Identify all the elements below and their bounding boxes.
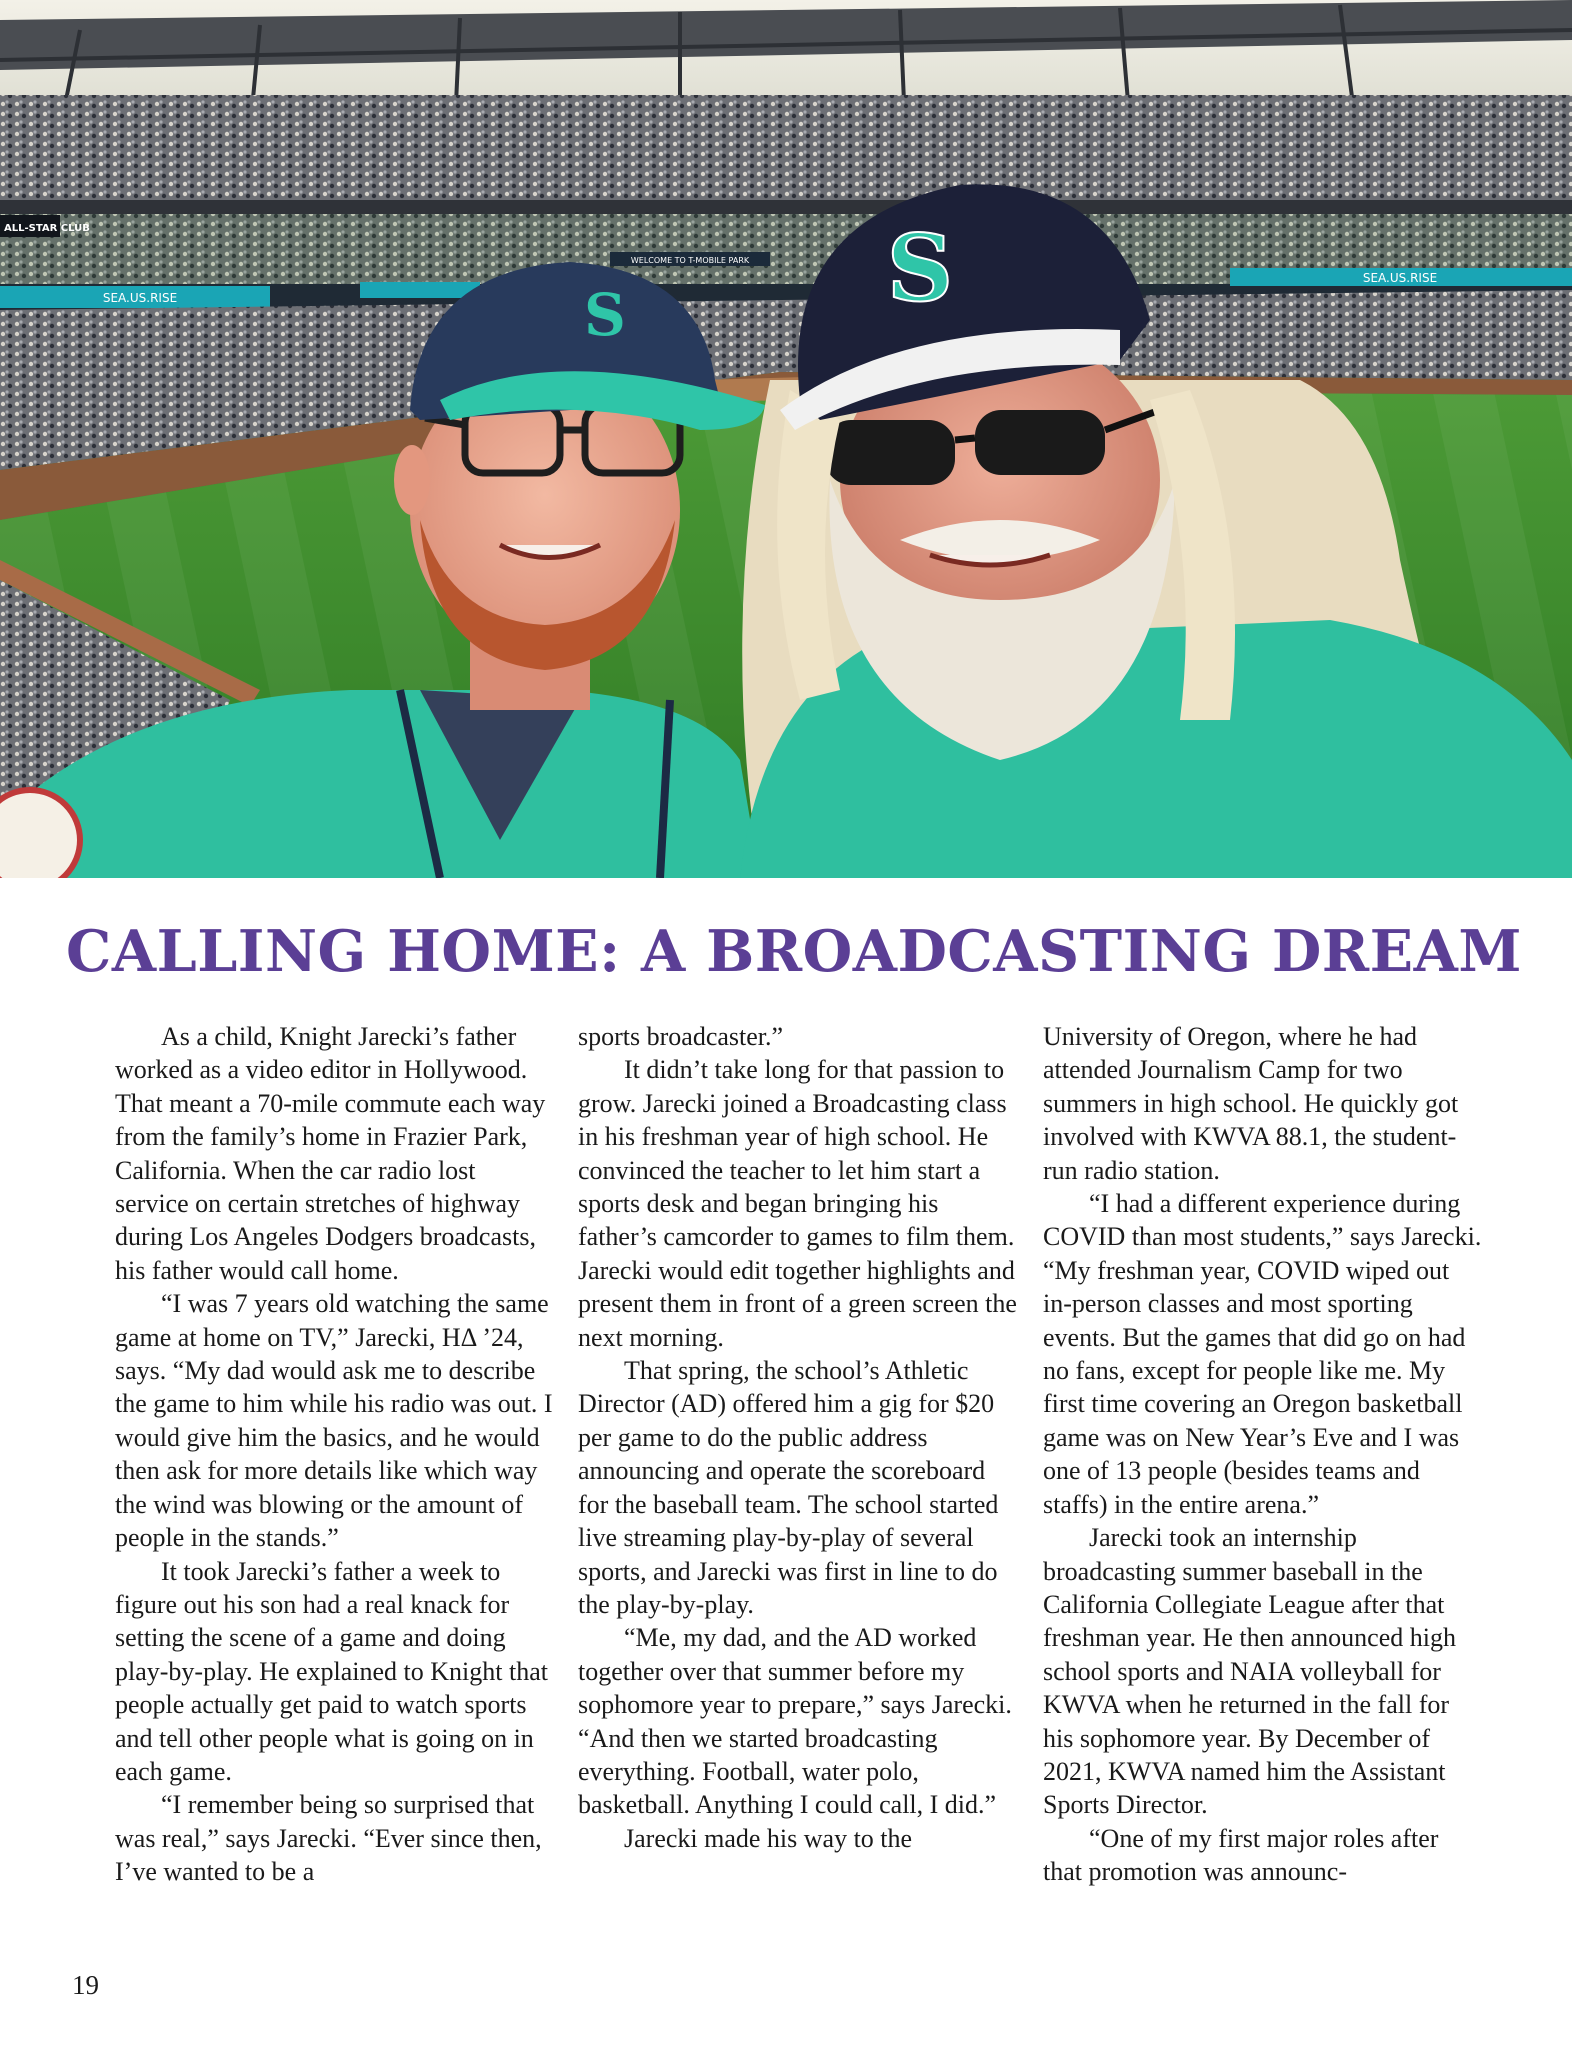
banner-left-text: SEA.US.RISE <box>102 291 178 305</box>
paragraph: “Me, my dad, and the AD worked together over that summer before my sophomore year to prepare,” says Jarecki. “And then we started broadcasting everything. Football, water polo, basketball. Anything I could call, I did.” <box>578 1623 1012 1820</box>
paragraph: sports broadcaster.” <box>578 1022 784 1051</box>
paragraph: “One of my first major roles after that promotion was announc- <box>1043 1823 1439 1887</box>
paragraph: As a child, Knight Jarecki’s father worked as a video editor in Hollywood. That meant a 70-mile commute each way from the family’s home in Frazier Park, California. When the car radio lost service on certain stretches of highway during Los Angeles Dodgers broadcasts, his father would call home. <box>115 1022 546 1285</box>
paragraph: It took Jarecki’s father a week to figure out his son had a real knack for setting the scene of a game and doing play-by-play. He explained to Knight that people actually get paid to watch sports and tell other people what is going on in each game. <box>115 1556 548 1786</box>
paragraph: Jarecki made his way to the <box>624 1823 913 1853</box>
stadium-sign-text: WELCOME TO T-MOBILE PARK <box>630 256 750 265</box>
paragraph: “I was 7 years old watching the same game at home on TV,” Jarecki, HΔ ’24, says. “My dad would ask me to describe the game to him while his radio was out. I would give him the basics, and he would then ask for more details like which way the wind was blowing or the amount of people in the stands.” <box>115 1289 553 1553</box>
page-number: 19 <box>72 1970 99 2000</box>
paragraph: Jarecki took an internship broadcasting summer baseball in the California Collegiate League after that freshman year. He then announced high school sports and NAIA volleyball for KWVA when he returned in the fall for his sophomore year. By December of 2021, KWVA named him the Assistant Sports Director. <box>1043 1523 1456 1820</box>
article-column-1 <box>115 1020 555 1889</box>
article-column-3 <box>1043 1020 1483 1889</box>
banner-right-text: SEA.US.RISE <box>1362 271 1438 285</box>
article-headline: CALLING HOME: A BROADCASTING DREAM <box>66 918 1522 985</box>
club-sign-text: ALL-STAR CLUB <box>4 223 90 234</box>
article-column-2 <box>578 1020 1018 1855</box>
cap-logo-right: S <box>886 214 954 322</box>
cap-logo-left: S <box>584 281 626 349</box>
paragraph: University of Oregon, where he had attended Journalism Camp for two summers in high school. He quickly got involved with KWVA 88.1, the student-run radio station. <box>1043 1022 1459 1185</box>
paragraph: That spring, the school’s Athletic Director (AD) offered him a gig for $20 per game to do the public address announcing and operate the scoreboard for the baseball team. The school started live streaming play-by-play of several sports, and Jarecki was first in line to do the play-by-play. <box>578 1356 999 1619</box>
paragraph: “I remember being so surprised that was real,” says Jarecki. “Ever since then, I’ve wanted to be a <box>115 1790 542 1887</box>
hero-photo <box>0 0 1572 878</box>
paragraph: It didn’t take long for that passion to grow. Jarecki joined a Broadcasting class in his freshman year of high school. He convinced the teacher to let him start a sports desk and began bringing his father’s camcorder to games to film them. Jarecki would edit together highlights and present them in front of a green screen the next morning. <box>578 1055 1017 1352</box>
stadium-selfie-illustration <box>0 0 1572 878</box>
paragraph: “I had a different experience during COVID than most students,” says Jarecki. “My freshman year, COVID wiped out in-person classes and most sporting events. But the games that did go on had no fans, except for people like me. My first time covering an Oregon basketball game was on New Year’s Eve and I was one of 13 people (besides teams and staffs) in the entire arena.” <box>1043 1189 1482 1519</box>
